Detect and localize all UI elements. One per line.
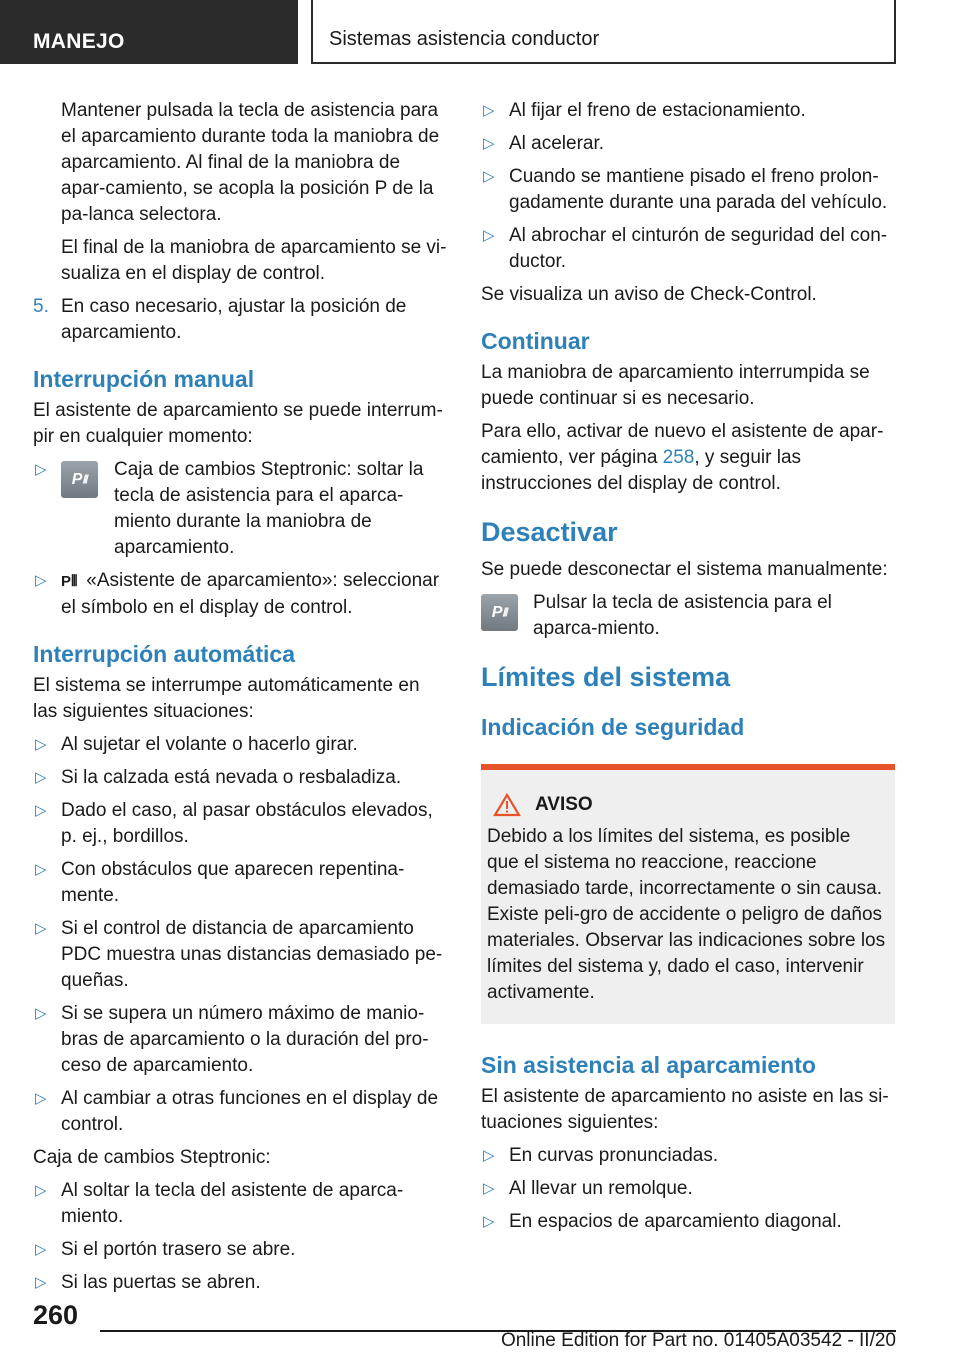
paragraph: El final de la maniobra de aparcamiento se vi‐sualiza en el display de control. — [61, 237, 447, 284]
heading-indicacion: Indicación de seguridad — [481, 714, 745, 740]
page-number: 260 — [33, 1300, 79, 1330]
list-item — [33, 916, 447, 994]
heading-sin-asistencia: Sin asistencia al aparcamiento — [481, 1052, 816, 1078]
list-item — [33, 1001, 447, 1079]
list-item-text: Si el control de distancia de aparcamiento PDC muestra unas distancias demasiado pe‐queñas. — [61, 918, 443, 991]
paragraph: Se puede desconectar el sistema manualmente: — [481, 559, 888, 580]
list-item — [33, 732, 447, 758]
footer-edition: Online Edition for Part no. 01405A03542 - II/20 — [500, 1330, 896, 1351]
step-number: 5. — [33, 296, 49, 317]
warning-title — [487, 792, 887, 818]
paragraph: El asistente de aparcamiento se puede interrum‐pir en cualquier momento: — [33, 400, 443, 447]
triangle-bullet-icon: ▷ — [483, 227, 495, 244]
list-item — [33, 1086, 447, 1138]
list-item — [33, 1270, 447, 1296]
step-text: En caso necesario, ajustar la posición de aparcamiento. — [61, 296, 407, 343]
triangle-bullet-icon: ▷ — [35, 1241, 47, 1258]
triangle-bullet-icon: ▷ — [35, 461, 47, 478]
triangle-bullet-icon: ▷ — [35, 1090, 47, 1107]
list-item-text: Al abrochar el cinturón de seguridad del con‐ductor. — [509, 225, 888, 272]
list-item — [33, 457, 447, 561]
paragraph: El asistente de aparcamiento no asiste en las si‐tuaciones siguientes: — [481, 1086, 889, 1133]
page-link[interactable]: 258 — [662, 447, 695, 468]
list-item-text: Caja de cambios Steptronic: soltar la tecla de asistencia para el aparca‐miento durante la maniobra de aparcamiento. — [114, 459, 424, 558]
heading-continuar: Continuar — [481, 328, 590, 354]
triangle-bullet-icon: ▷ — [35, 1005, 47, 1022]
triangle-bullet-icon: ▷ — [35, 736, 47, 753]
list-item — [481, 1209, 895, 1235]
list-item — [481, 1143, 895, 1169]
triangle-bullet-icon: ▷ — [35, 1182, 47, 1199]
heading-limites: Límites del sistema — [481, 662, 731, 692]
list-item-text: Al fijar el freno de estacionamiento. — [509, 100, 806, 121]
triangle-bullet-icon: ▷ — [35, 572, 47, 589]
left-column — [33, 98, 447, 1303]
list-item-text: Si se supera un número máximo de manio‐bras de aparcamiento o la duración del pro‐ceso de aparcamiento. — [61, 1003, 429, 1076]
heading-desactivar: Desactivar — [481, 517, 618, 547]
list-item — [481, 98, 895, 124]
park-assist-symbol-icon: P⦀ — [61, 573, 78, 590]
list-item — [33, 1178, 447, 1230]
triangle-bullet-icon: ▷ — [483, 102, 495, 119]
triangle-bullet-icon: ▷ — [483, 1180, 495, 1197]
triangle-bullet-icon: ▷ — [483, 135, 495, 152]
list-item — [481, 164, 895, 216]
paragraph: Mantener pulsada la tecla de asistencia para el aparcamiento durante toda la maniobra de aparcamiento. Al final de la maniobra de apar‐camiento, se acopla la posición P de la pa‐lanca selectora. — [61, 100, 440, 225]
paragraph: La maniobra de aparcamiento interrumpida se puede continuar si es necesario. — [481, 362, 870, 409]
triangle-bullet-icon: ▷ — [483, 168, 495, 185]
warning-box — [481, 764, 895, 1024]
list-item-text: Si el portón trasero se abre. — [61, 1239, 296, 1260]
list-item-text: Cuando se mantiene pisado el freno prolon‐gadamente durante una parada del vehículo. — [509, 166, 888, 213]
list-item — [481, 1176, 895, 1202]
list-item — [33, 798, 447, 850]
list-item — [33, 1237, 447, 1263]
list-item-text: Dado el caso, al pasar obstáculos elevados, p. ej., bordillos. — [61, 800, 433, 847]
paragraph: Se visualiza un aviso de Check-Control. — [481, 284, 817, 305]
list-item — [33, 857, 447, 909]
triangle-bullet-icon: ▷ — [35, 1274, 47, 1291]
warning-triangle-icon — [493, 793, 521, 817]
triangle-bullet-icon: ▷ — [35, 920, 47, 937]
list-item — [33, 765, 447, 791]
list-item — [33, 568, 447, 621]
list-item-text: Si la calzada está nevada o resbaladiza. — [61, 767, 402, 788]
list-item-text: Con obstáculos que aparecen repentina‐mente. — [61, 859, 405, 906]
triangle-bullet-icon: ▷ — [35, 802, 47, 819]
list-item — [481, 131, 895, 157]
list-item-text: En espacios de aparcamiento diagonal. — [509, 1211, 842, 1232]
heading-interrupcion-manual: Interrupción manual — [33, 366, 255, 392]
list-item-text: Si las puertas se abren. — [61, 1272, 261, 1293]
list-item — [481, 223, 895, 275]
list-item-text: Al sujetar el volante o hacerlo girar. — [61, 734, 358, 755]
step-5 — [33, 294, 447, 346]
park-assist-button-icon: P ⦀ — [61, 461, 98, 498]
park-assist-button-icon: P ⦀ — [481, 594, 518, 631]
text: Para ello, activar de nuevo el asistente de apar‐camiento, ver página — [481, 421, 884, 468]
icon-instruction — [481, 590, 895, 642]
instruction-text: Pulsar la tecla de asistencia para el aparca‐miento. — [533, 592, 832, 639]
text: , y seguir las instrucciones del display de control. — [481, 447, 802, 494]
list-item-text: Al cambiar a otras funciones en el display de control. — [61, 1088, 439, 1135]
list-item-text: «Asistente de aparcamiento»: seleccionar el símbolo en el display de control. — [61, 570, 440, 618]
warning-text: Debido a los límites del sistema, es posible que el sistema no reaccione, reaccione demasiado tarde, incorrectamente o sin causa. Existe peli‐gro de accidente o peligro de daños materiales. Observar las indicaciones sobre los límites del sistema y, dado el caso, intervenir activamente. — [487, 826, 886, 1003]
warning-label: AVISO — [535, 794, 593, 815]
list-item-text: En curvas pronunciadas. — [509, 1145, 719, 1166]
triangle-bullet-icon: ▷ — [483, 1147, 495, 1164]
list-item-text: Al acelerar. — [509, 133, 605, 154]
paragraph: El sistema se interrumpe automáticamente en las siguientes situaciones: — [33, 675, 420, 722]
header-section: MANEJO — [0, 0, 298, 64]
right-column — [481, 98, 895, 1242]
triangle-bullet-icon: ▷ — [483, 1213, 495, 1230]
paragraph — [481, 419, 895, 497]
triangle-bullet-icon: ▷ — [35, 861, 47, 878]
list-item-text: Al llevar un remolque. — [509, 1178, 693, 1199]
list-item-text: Al soltar la tecla del asistente de aparca‐miento. — [61, 1180, 404, 1227]
triangle-bullet-icon: ▷ — [35, 769, 47, 786]
header-chapter: Sistemas asistencia conductor — [311, 0, 896, 64]
paragraph: Caja de cambios Steptronic: — [33, 1147, 271, 1168]
heading-interrupcion-automatica: Interrupción automática — [33, 641, 295, 667]
